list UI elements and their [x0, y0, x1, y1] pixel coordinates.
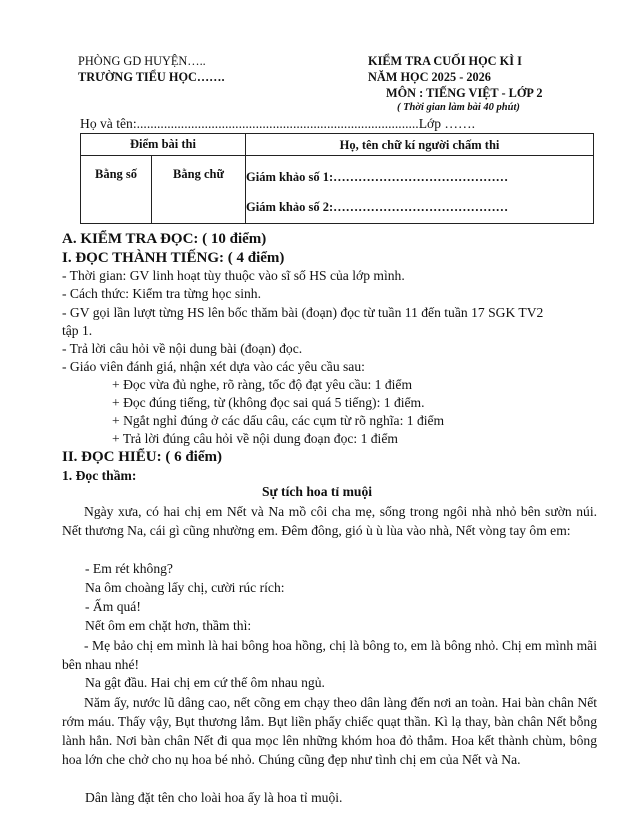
story-paragraph: Na gật đầu. Hai chị em cứ thế ôm nhau ngủ.	[85, 675, 325, 690]
score-header: Điểm bài thi	[81, 134, 246, 156]
reading-aloud-line: - GV gọi lần lượt từng HS lên bốc thăm bài (đoạn) đọc từ tuần 11 đến tuần 17 SGK TV2	[62, 305, 544, 320]
reading-aloud-line: - Cách thức: Kiểm tra từng học sinh.	[62, 286, 261, 301]
story-dialogue: - Ấm quá!	[85, 599, 141, 614]
criteria-item: + Ngắt nghỉ đúng ở các dấu câu, các cụm từ rõ nghĩa: 1 điểm	[112, 413, 445, 428]
time-limit: ( Thời gian làm bài 40 phút)	[397, 102, 520, 113]
examiner-1-line[interactable]: Giám khảo số 1:……………………………………	[246, 170, 509, 184]
score-words-cell[interactable]	[152, 156, 246, 224]
reading-aloud-line: - Trả lời câu hỏi về nội dung bài (đoạn) đọc.	[62, 341, 303, 356]
story-paragraph: Nết ôm em chặt hơn, thầm thì:	[85, 618, 252, 633]
story-paragraph: Năm ấy, nước lũ dâng cao, nết cõng em chạy theo dân làng đến nơi an toàn. Hai bàn chân Nết rớm máu. Thấy vậy, Bụt thương lắm. Bụt liền phẩy chiếc quạt thần. Kì lạ thay, bàn chân Nết bỗng lành hẳn. Nơi bàn chân Nết đi qua mọc lên những khóm hoa đỏ thắm. Hoa kết thành chùm, bông hoa lớn che chở cho nụ hoa bé nhỏ. Chúng cũng đẹp như tình chị em của Nết và Na.	[62, 695, 597, 767]
reading-aloud-line: tập 1.	[62, 323, 93, 338]
department-name: PHÒNG GD HUYỆN…..	[78, 54, 206, 68]
criteria-item: + Đọc đúng tiếng, từ (không đọc sai quá 5 tiếng): 1 điểm.	[112, 395, 425, 410]
student-name-line[interactable]: Họ và tên:...................................................................................Lớp …….	[80, 116, 475, 131]
reading-aloud-line: - Thời gian: GV linh hoạt tùy thuộc vào sĩ số HS của lớp mình.	[62, 268, 405, 283]
story-paragraph: Na ôm choàng lấy chị, cười rúc rích:	[85, 580, 285, 595]
section-2-heading: II. ĐỌC HIỂU: ( 6 điểm)	[62, 449, 222, 465]
reading-aloud-line: - Giáo viên đánh giá, nhận xét dựa vào các yêu cầu sau:	[62, 359, 365, 374]
examiner-header: Họ, tên chữ kí người chấm thi	[246, 134, 593, 156]
subject-grade: MÔN : TIẾNG VIỆT - LỚP 2	[386, 86, 543, 100]
story-title: Sự tích hoa tỉ muội	[261, 484, 373, 499]
criteria-item: + Đọc vừa đủ nghe, rõ ràng, tốc độ đạt yêu cầu: 1 điểm	[112, 377, 413, 392]
examiner-2-line[interactable]: Giám khảo số 2:……………………………………	[246, 200, 509, 214]
score-table	[80, 133, 594, 224]
story-paragraph: Dân làng đặt tên cho loài hoa ấy là hoa tỉ muội.	[85, 790, 343, 805]
school-year: NĂM HỌC 2025 - 2026	[368, 70, 491, 84]
examiner-cell	[246, 134, 594, 224]
section-a-heading: A. KIỂM TRA ĐỌC: ( 10 điểm)	[62, 231, 267, 247]
story-paragraph: Ngày xưa, có hai chị em Nết và Na mồ côi cha mẹ, sống trong ngôi nhà nhỏ bên sườn núi. Nết thương Na, cái gì cũng nhường em. Đêm đông, gió ù ù lùa vào nhà, Nết vòng tay ôm em:	[62, 504, 597, 538]
score-words-label: Bằng chữ	[173, 167, 224, 181]
story-dialogue: - Em rét không?	[85, 561, 173, 576]
criteria-item: + Trả lời đúng câu hỏi về nội dung đoạn đọc: 1 điểm	[112, 431, 398, 446]
school-name: TRƯỜNG TIỂU HỌC…….	[78, 70, 225, 84]
story-dialogue: - Mẹ bảo chị em mình là hai bông hoa hồng, chị là bông to, em là bông nhỏ. Chị em mình mãi bên nhau nhé!	[62, 638, 597, 672]
exam-title: KIỂM TRA CUỐI HỌC KÌ I	[368, 54, 522, 68]
section-1-heading: I. ĐỌC THÀNH TIẾNG: ( 4 điểm)	[62, 250, 285, 266]
silent-reading-heading: 1. Đọc thầm:	[62, 468, 137, 483]
score-number-label: Bằng số	[94, 167, 138, 181]
score-number-cell[interactable]	[81, 156, 152, 224]
